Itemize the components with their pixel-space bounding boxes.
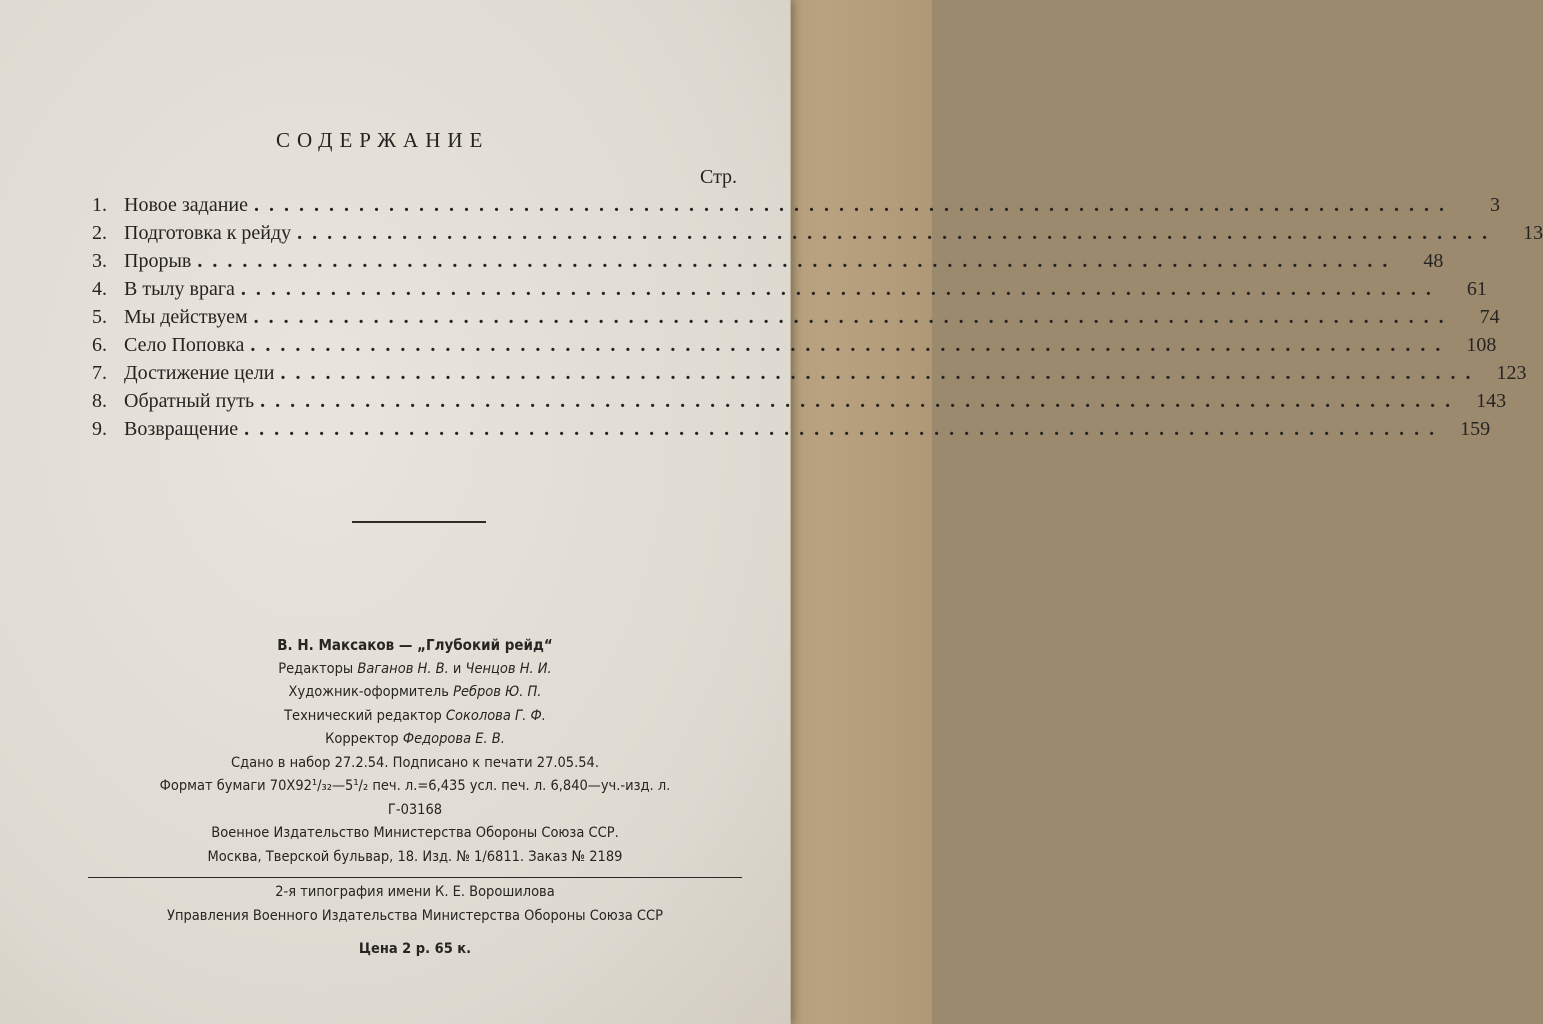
imprint-publisher: Военное Издательство Министерства Обороны Союза ССР.	[211, 825, 619, 841]
toc-item-page: 143	[1476, 390, 1507, 412]
toc-item	[92, 418, 1491, 446]
toc-item	[92, 390, 1507, 418]
toc-item-title: Прорыв	[124, 250, 192, 272]
imprint-address: Москва, Тверской бульвар, 18. Изд. № 1/6811. Заказ № 2189	[207, 848, 623, 865]
editor-b: Ченцов Н. И.	[465, 660, 552, 677]
toc-item-page: 108	[1466, 334, 1497, 356]
imprint-tech-editor	[80, 705, 750, 729]
toc-leader-dots: ................................................................................	[280, 362, 1481, 384]
toc-item-title: Достижение цели	[124, 362, 275, 384]
toc-item-title: Мы действуем	[124, 306, 248, 328]
editors-and: и	[452, 660, 462, 677]
toc-item-title: Возвращение	[124, 418, 239, 440]
toc-item-number: 6.	[92, 334, 107, 356]
toc-leader-dots: ................................................................................	[240, 278, 1441, 300]
toc-item	[92, 194, 1500, 222]
toc-leader-dots: ................................................................................	[244, 418, 1445, 440]
contents-title: СОДЕРЖАНИЕ	[276, 128, 490, 152]
imprint-artist	[80, 681, 750, 705]
page-column-label: Стр.	[700, 166, 738, 188]
imprint-price: Цена 2 р. 65 к.	[358, 941, 472, 957]
toc-leader-dots: ................................................................................	[253, 194, 1454, 216]
toc-item-title: Обратный путь	[124, 390, 255, 412]
toc-item-title: Подготовка к рейду	[124, 222, 292, 244]
toc-item	[92, 278, 1487, 306]
artist-label: Художник-оформитель	[288, 684, 449, 700]
toc-leader-dots: ................................................................................	[260, 390, 1461, 412]
editor-a: Ваганов Н. В.	[357, 660, 449, 677]
toc-item-page: 159	[1460, 418, 1491, 440]
toc-item-title: Новое задание	[124, 194, 248, 216]
toc-item-page: 74	[1479, 306, 1500, 328]
editors-label: Редакторы	[278, 660, 354, 677]
corrector-label: Корректор	[325, 731, 399, 747]
toc-item-number: 3.	[92, 250, 107, 272]
toc-item-number: 9.	[92, 418, 107, 440]
imprint-printer-2: Управления Военного Издательства Министерства Обороны Союза ССР	[167, 907, 663, 924]
imprint-book: В. Н. Максаков — „Глубокий рейд“	[277, 636, 553, 654]
imprint-format: Формат бумаги 70Х92¹/₃₂—5¹/₂ печ. л.=6,435 усл. печ. л. 6,840—уч.-изд. л.	[159, 778, 671, 794]
toc-item-page: 123	[1496, 362, 1527, 384]
toc-leader-dots: ................................................................................	[297, 222, 1498, 244]
toc-item-page: 3	[1489, 194, 1500, 216]
toc-item	[92, 334, 1497, 362]
imprint-rule	[88, 877, 742, 878]
toc-item-page: 13	[1523, 222, 1543, 244]
table-of-contents	[92, 194, 1543, 446]
divider	[352, 521, 486, 523]
imprint	[80, 634, 750, 962]
toc-item	[92, 222, 1543, 250]
imprint-corrector	[80, 728, 750, 752]
toc-leader-dots: ................................................................................	[197, 250, 1398, 272]
toc-leader-dots: ................................................................................	[253, 306, 1454, 328]
toc-item-number: 1.	[92, 194, 107, 216]
toc-leader-dots: ................................................................................	[250, 334, 1451, 356]
toc-item	[92, 306, 1500, 334]
imprint-dates: Сдано в набор 27.2.54. Подписано к печати 27.05.54.	[231, 754, 599, 771]
imprint-code: Г-03168	[387, 801, 443, 818]
toc-item-page: 48	[1423, 250, 1444, 272]
toc-item-title: В тылу врага	[124, 278, 235, 300]
toc-item-title: Село Поповка	[124, 334, 245, 356]
artist-name: Ребров Ю. П.	[453, 684, 542, 700]
imprint-editors	[80, 658, 750, 682]
toc-item-number: 5.	[92, 306, 107, 328]
toc-item	[92, 362, 1527, 390]
toc-item-page: 61	[1466, 278, 1487, 300]
corrector-name: Федорова Е. В.	[402, 731, 505, 747]
toc-item-number: 7.	[92, 362, 107, 384]
imprint-printer-1: 2-я типография имени К. Е. Ворошилова	[275, 884, 555, 900]
toc-item	[92, 250, 1444, 278]
toc-item-number: 8.	[92, 390, 107, 412]
tech-editor-label: Технический редактор	[284, 707, 442, 724]
toc-item-number: 2.	[92, 222, 107, 244]
tech-editor-name: Соколова Г. Ф.	[445, 707, 546, 724]
toc-item-number: 4.	[92, 278, 107, 300]
